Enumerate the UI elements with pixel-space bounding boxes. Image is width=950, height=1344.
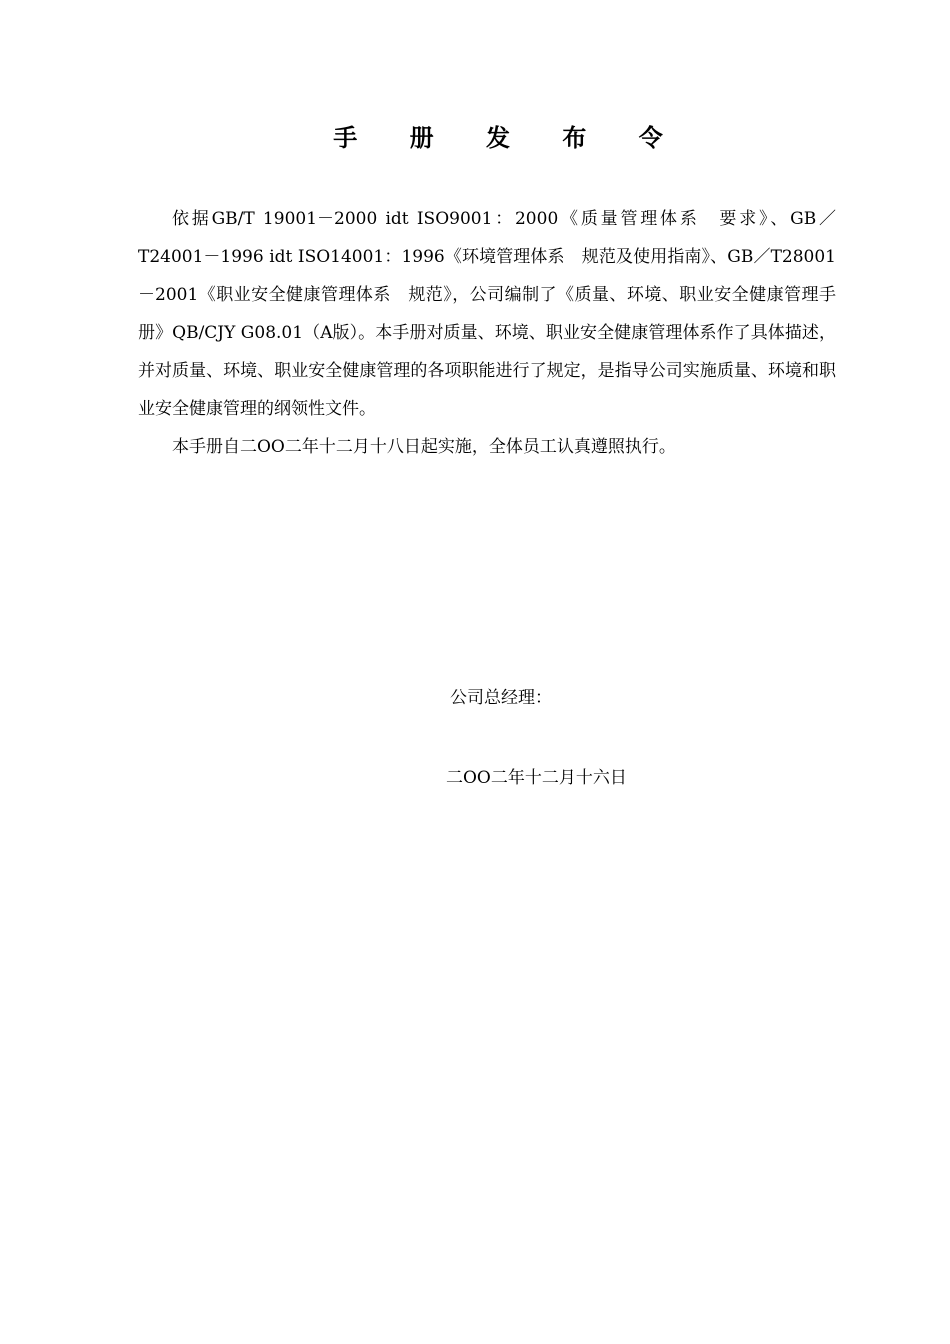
document-body — [138, 200, 836, 466]
issue-date: 二OO二年十二月十六日 — [446, 768, 627, 788]
document-title: 手 册 发 布 令 — [333, 123, 685, 152]
paragraph-effective-date: 本手册自二OO二年十二月十八日起实施，全体员工认真遵照执行。 — [172, 437, 676, 457]
paragraph-basis: 依据GB/T 19001－2000 idt ISO9001：2000《质量管理体系 要求》、GB／T24001－1996 idt ISO14001：1996《环境管理体系 规范及使用指南》、GB／T28001－2001《职业安全健康管理体系 规范》，公司编制了《质量、环境、职业安全健康管理手册》QB/CJY G08.01（A版）。本手册对质量、环境、职业安全健康管理体系作了具体描述，并对质量、环境、职业安全健康管理的各项职能进行了规定，是指导公司实施质量、环境和职业安全健康管理的纲领性文件。 — [138, 209, 836, 419]
signature-label: 公司总经理： — [450, 688, 552, 708]
